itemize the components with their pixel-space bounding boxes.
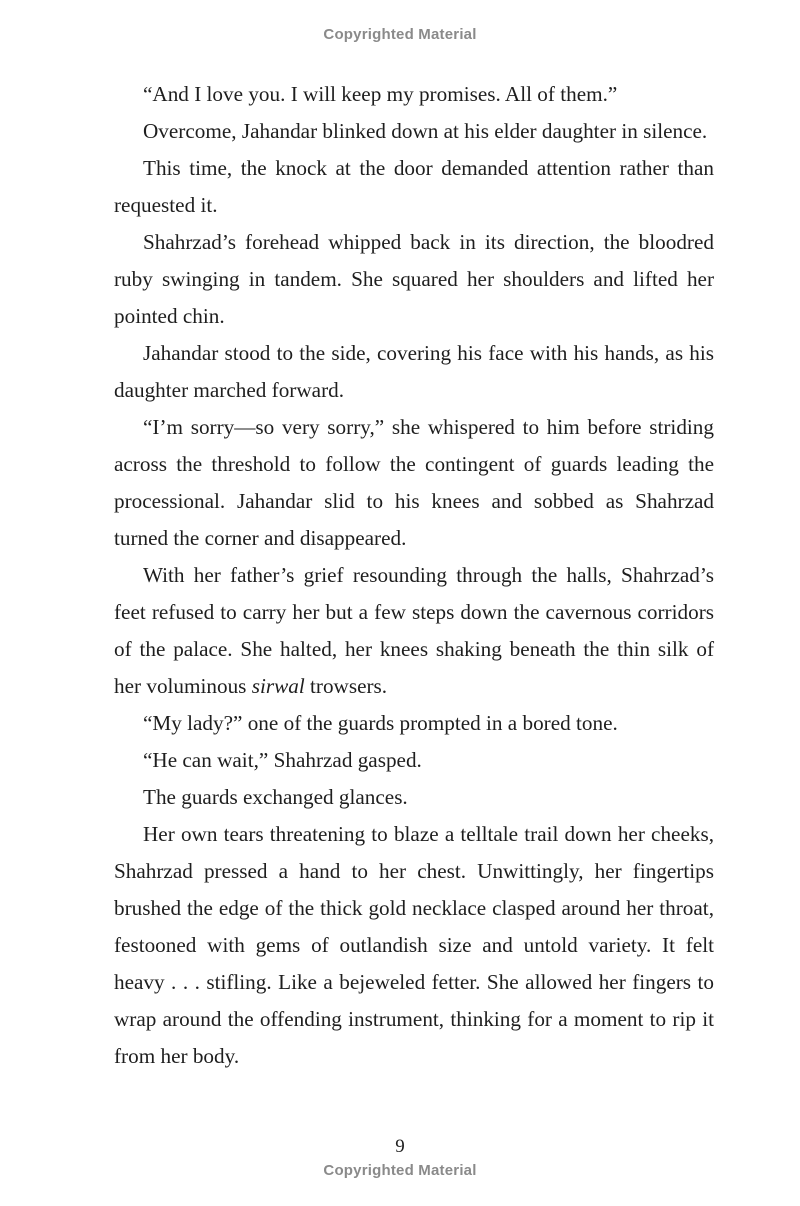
paragraph: “And I love you. I will keep my promises. All of them.” [143, 82, 618, 106]
footer-copyright-notice: Copyrighted Material [323, 1162, 477, 1179]
paragraph: This time, the knock at the door demanded attention rather than requested it. [114, 156, 714, 217]
paragraph-text: With her father’s grief resounding through the halls, Shahrzad’s feet refused to carry her but a few steps down the cavernous corridors of the palace. She halted, her knees shaking beneath the thin silk of her voluminous [114, 563, 714, 698]
paragraph: Overcome, Jahandar blinked down at his elder daughter in silence. [143, 119, 708, 143]
page-number: 9 [395, 1136, 405, 1157]
paragraph: Her own tears threatening to blaze a telltale trail down her cheeks, Shahrzad pressed a hand to her chest. Unwittingly, her fingertips brushed the edge of the thick gold necklace clasped around her throat, festooned with gems of outlandish size and untold variety. It felt heavy . . . stifling. Like a bejeweled fetter. She allowed her fingers to wrap around the offending instrument, thinking for a moment to rip it from her body. [114, 822, 714, 1068]
paragraph: “He can wait,” Shahrzad gasped. [143, 748, 422, 772]
header-copyright-notice: Copyrighted Material [323, 26, 477, 43]
paragraph: The guards exchanged glances. [143, 785, 408, 809]
paragraph: Jahandar stood to the side, covering his face with his hands, as his daughter marched forward. [114, 341, 714, 402]
paragraph: “I’m sorry—so very sorry,” she whispered to him before striding across the threshold to follow the contingent of guards leading the processional. Jahandar slid to his knees and sobbed as Shahrzad turned the corner and disappeared. [114, 415, 714, 550]
italic-term: sirwal [251, 674, 305, 698]
page-body [114, 76, 714, 1075]
paragraph [114, 557, 714, 705]
paragraph: “My lady?” one of the guards prompted in a bored tone. [143, 711, 618, 735]
paragraph: Shahrzad’s forehead whipped back in its direction, the bloodred ruby swinging in tandem. She squared her shoulders and lifted her pointed chin. [114, 230, 714, 328]
paragraph-text: trowsers. [304, 674, 388, 698]
